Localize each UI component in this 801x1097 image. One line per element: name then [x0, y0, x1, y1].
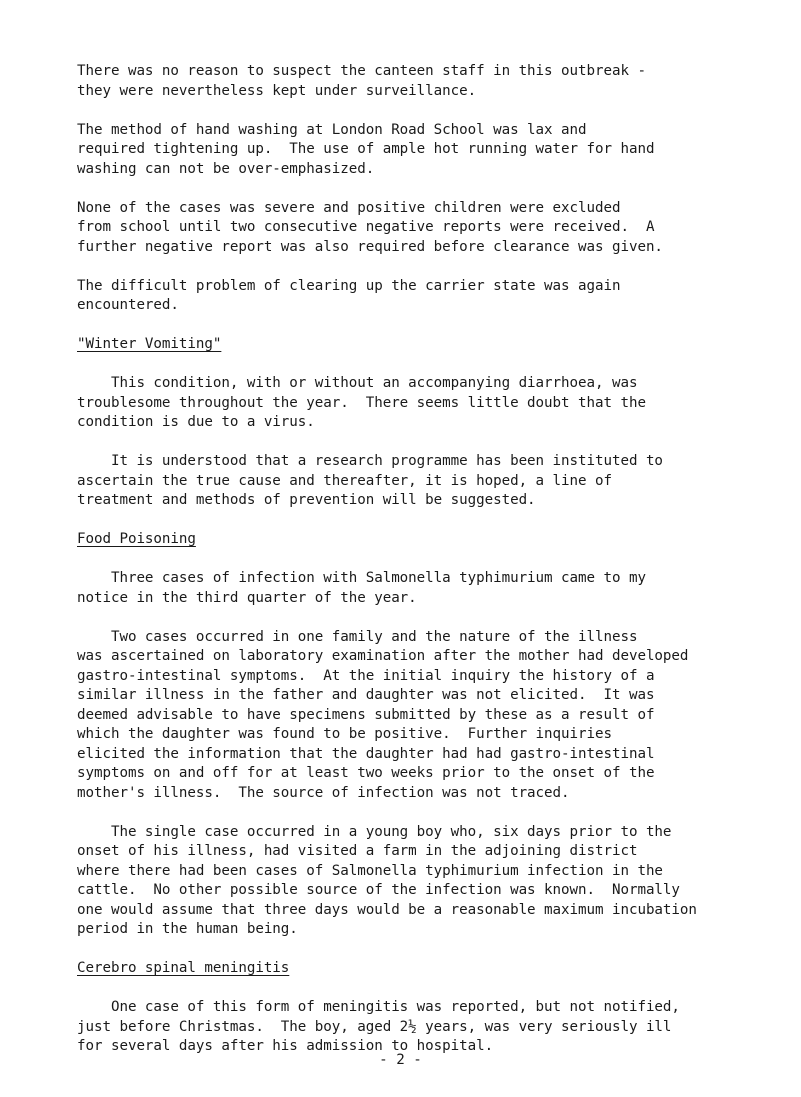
text-line: period in the human being.: [77, 921, 298, 937]
text-line: treatment and methods of prevention will be suggested.: [77, 492, 536, 508]
section-heading-meningitis: Cerebro spinal meningitis: [77, 960, 290, 976]
text-line: troublesome throughout the year. There seems little doubt that the: [77, 394, 646, 411]
text-line: gastro-intestinal symptoms. At the initial inquiry the history of a: [77, 667, 655, 684]
text-line: condition is due to a virus.: [77, 414, 315, 430]
paragraph-canteen-staff: [77, 62, 767, 101]
text-line: which the daughter was found to be positive. Further inquiries: [77, 726, 612, 742]
paragraph-research-programme: [77, 452, 767, 511]
text-line: None of the cases was severe and positive children were excluded: [77, 199, 621, 216]
text-line: further negative report was also required before clearance was given.: [77, 238, 663, 255]
text-line: ascertain the true cause and thereafter, it is hoped, a line of: [77, 472, 612, 489]
paragraph-single-case: [77, 823, 767, 940]
section-heading-winter-vomiting: "Winter Vomiting": [77, 336, 222, 352]
section-heading-food-poisoning: Food Poisoning: [77, 531, 196, 547]
text-line: mother's illness. The source of infection was not traced.: [77, 784, 570, 801]
text-line: similar illness in the father and daughter was not elicited. It was: [77, 687, 655, 703]
text-line: they were nevertheless kept under surveillance.: [77, 82, 477, 99]
text-line: This condition, with or without an accompanying diarrhoea, was: [77, 375, 638, 391]
text-line: washing can not be over-emphasized.: [77, 160, 375, 177]
text-line: symptoms on and off for at least two weeks prior to the onset of the: [77, 765, 655, 781]
text-line: where there had been cases of Salmonella typhimurium infection in the: [77, 862, 663, 879]
page-number: - 2 -: [379, 1052, 422, 1068]
text-line: encountered.: [77, 297, 179, 313]
text-line: required tightening up. The use of ample hot running water for hand: [77, 141, 655, 157]
text-line: The method of hand washing at London Road School was lax and: [77, 121, 587, 138]
text-line: cattle. No other possible source of the infection was known. Normally: [77, 882, 680, 898]
text-line: notice in the third quarter of the year.: [77, 589, 417, 606]
text-line: Two cases occurred in one family and the nature of the illness: [77, 628, 638, 645]
text-line: one would assume that three days would be a reasonable maximum incubation: [77, 901, 697, 918]
paragraph-hand-washing: [77, 121, 767, 180]
text-line: from school until two consecutive negative reports were received. A: [77, 219, 655, 235]
document-body: [77, 62, 767, 1057]
paragraph-meningitis-case: [77, 998, 767, 1057]
paragraph-carrier-state: [77, 277, 767, 316]
text-line: was ascertained on laboratory examination after the mother had developed: [77, 648, 689, 664]
text-line: The single case occurred in a young boy who, six days prior to the: [77, 823, 672, 840]
text-line: It is understood that a research programme has been instituted to: [77, 453, 663, 469]
text-line: The difficult problem of clearing up the carrier state was again: [77, 277, 621, 294]
text-line: just before Christmas. The boy, aged 2½ years, was very seriously ill: [77, 1018, 672, 1035]
paragraph-family-cases: [77, 628, 767, 804]
paragraph-exclusion: [77, 199, 767, 258]
text-line: for several days after his admission to hospital.: [77, 1038, 494, 1054]
text-line: Three cases of infection with Salmonella typhimurium came to my: [77, 570, 646, 586]
text-line: One case of this form of meningitis was reported, but not notified,: [77, 999, 680, 1015]
text-line: elicited the information that the daughter had had gastro-intestinal: [77, 745, 655, 762]
text-line: There was no reason to suspect the canteen staff in this outbreak -: [77, 63, 646, 79]
paragraph-salmonella-cases: [77, 569, 767, 608]
text-line: onset of his illness, had visited a farm in the adjoining district: [77, 843, 638, 859]
text-line: deemed advisable to have specimens submitted by these as a result of: [77, 706, 655, 723]
paragraph-winter-vomiting-condition: [77, 374, 767, 433]
